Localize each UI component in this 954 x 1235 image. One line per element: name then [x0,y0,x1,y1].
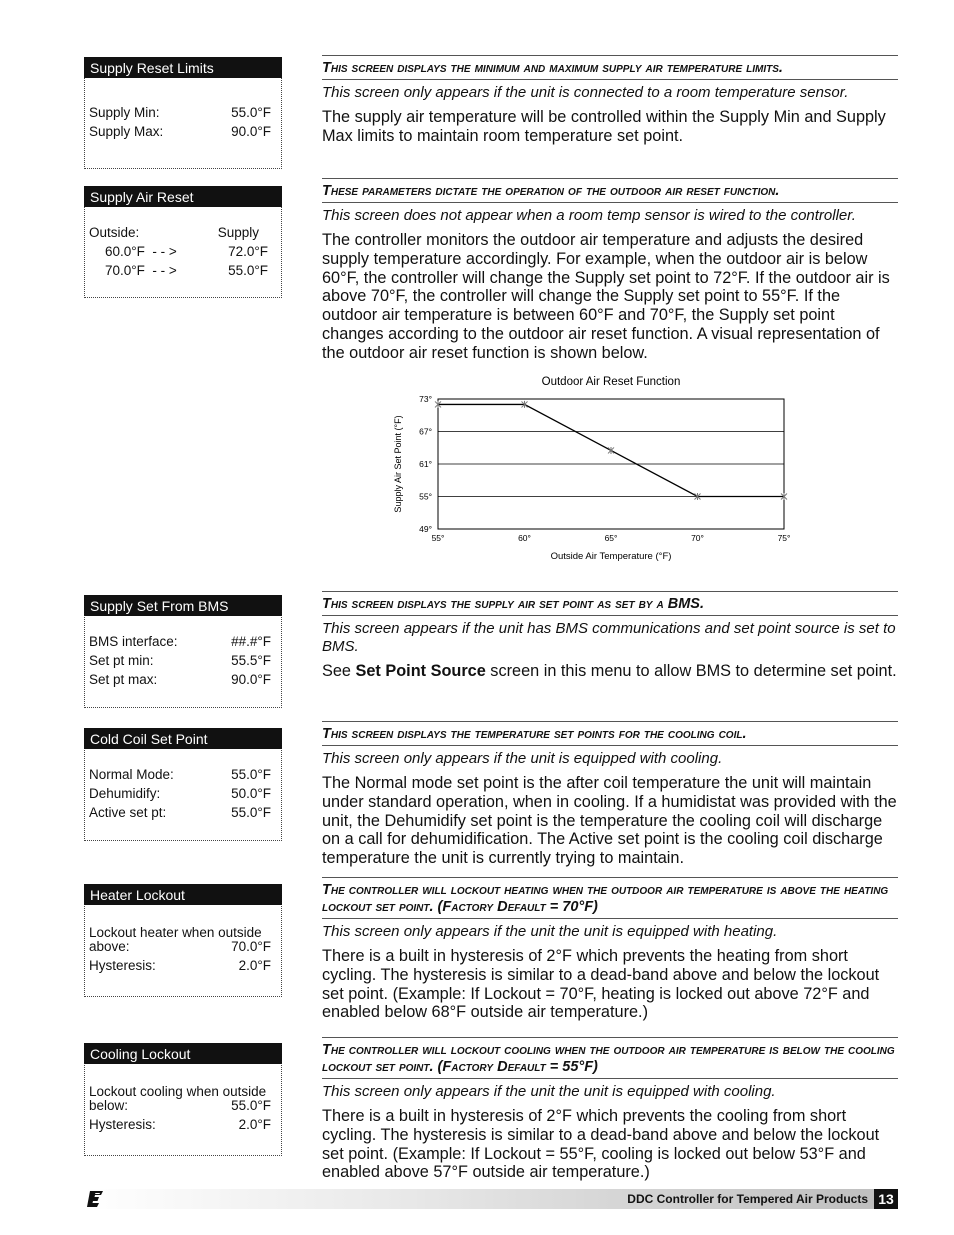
chart-title: Outdoor Air Reset Function [541,376,681,388]
section-cold-coil-set-point [322,721,898,868]
panel-heater-lockout [84,884,282,997]
row-label: Supply Max: [89,124,164,139]
y-axis-label: Supply Air Set Point (°F) [393,415,403,513]
section-supply-set-from-bms [322,591,898,681]
row-label: 70.0°F - - > [105,263,177,278]
body-bold-text: Set Point Source [355,662,486,680]
panel-row [85,765,281,784]
row-value: 55.0°F [231,1098,271,1113]
section-header: This screen displays the minimum and maximum supply air temperature limits. [322,55,898,80]
row-label: below: [89,1098,129,1113]
series-points [435,401,787,500]
y-tick-label: 49° [419,524,432,534]
body-text: See [322,662,356,680]
panel-row [85,784,281,803]
page-footer [84,1189,898,1209]
panel-row [85,223,281,242]
panel-row [85,242,281,261]
row-value: ##.#°F [231,634,271,649]
panel-row [85,103,281,122]
x-tick-label: 60° [518,533,531,543]
row-value: 55.0°F [231,805,271,820]
row-label: Set pt max: [89,672,158,687]
row-value: 90.0°F [231,124,271,139]
x-axis-label: Outside Air Temperature (°F) [550,551,672,562]
panel-supply-reset-limits [84,57,282,169]
row-label: Normal Mode: [89,767,174,782]
row-label: Supply Min: [89,105,160,120]
panel-title: Cooling Lockout [84,1043,282,1064]
row-label: BMS interface: [89,634,178,649]
section-heater-lockout [322,877,898,1022]
panel-row [85,261,281,280]
panel-row [85,1115,281,1134]
panel-title: Supply Set From BMS [84,595,282,616]
x-tick-label: 70° [691,533,704,543]
panel-row [85,651,281,670]
section-header: This screen displays the supply air set point as set by a BMS. [322,591,898,616]
panel-title: Heater Lockout [84,884,282,905]
brand-logo-icon [86,1190,104,1208]
row-value: 90.0°F [231,672,271,687]
section-body: The controller monitors the outdoor air temperature and adjusts the desired supply temperature accordingly. For example, when the outdoor air is below 60°F, the controller will change the Supply set point to 72°F. If the outdoor air is above 70°F, the controller will change the Supply set point to 55°F. If the outdoor air temperature is between 60°F and 70°F, the Supply set point changes according to the outdoor air reset function. A visual representation of the outdoor air reset function is shown below. [322,231,890,362]
panel-cooling-lockout [84,1043,282,1156]
section-note: This screen only appears if the unit is equipped with cooling. [322,750,723,767]
row-value: 2.0°F [238,1117,271,1132]
row-label: Active set pt: [89,805,167,820]
row-label: Hysteresis: [89,958,156,973]
section-body: There is a built in hysteresis of 2°F which prevents the cooling from short cycling. The hysteresis is similar to a dead-band above and below the lockout set point. (Example: If Lockout = 55°F, cooling is locked out below 53°F and enabled above 57°F outside air temperature.) [322,1107,880,1182]
panel-row [85,122,281,141]
row-value: 50.0°F [231,786,271,801]
row-value: 55.0°F [231,767,271,782]
panel-supply-air-reset [84,186,282,298]
x-tick-labels [432,533,791,543]
section-note: This screen appears if the unit has BMS communications and set point source is set to BMS. [322,620,896,655]
y-tick-label: 67° [419,426,432,437]
section-supply-air-reset [322,178,898,363]
row-label: Hysteresis: [89,1117,156,1132]
panel-title: Cold Coil Set Point [84,728,282,749]
data-point [608,447,614,454]
panel-wrap-text: Lockout heater when outside [89,925,262,940]
row-label: 60.0°F - - > [105,244,177,259]
panel-row [85,670,281,689]
panel-cold-coil-set-point [84,728,282,841]
section-header: The controller will lockout cooling when the outdoor air temperature is below the cooling lockout set point. (Factory Default = 55°F) [322,1037,898,1079]
panel-wrap-text: Lockout cooling when outside [89,1084,267,1099]
section-body: The supply air temperature will be controlled within the Supply Min and Supply Max limits to maintain room temperature set point. [322,108,886,145]
row-value: 55.5°F [231,653,271,668]
panel-row [85,803,281,822]
x-tick-label: 75° [777,533,791,543]
section-header: The controller will lockout heating when the outdoor air temperature is above the heating lockout set point. (Factory Default = 70°F) [322,877,898,919]
section-body: The Normal mode set point is the after coil temperature the unit will maintain under standard operation, when in cooling. If a humidistat was provided with the unit, the Dehumidify set point is the temperature the cooling coil will discharge on a call for dehumidification. The Active set point is the cooling coil discharge temperature the unit is currently trying to maintain. [322,774,897,868]
panel-row [85,956,281,975]
body-text: screen in this menu to allow BMS to determine set point. [485,662,897,680]
row-value: 55.0°F [231,105,271,120]
row-value: 70.0°F [231,939,271,954]
row-value: 72.0°F [228,244,268,259]
panel-row [85,940,281,954]
row-label: above: [89,939,130,954]
panel-row [85,632,281,651]
row-label: Dehumidify: [89,786,161,801]
panel-row [85,1099,281,1113]
section-note: This screen only appears if the unit the unit is equipped with heating. [322,923,778,940]
row-value: Supply [217,225,259,240]
y-tick-label: 73° [419,394,432,404]
panel-title: Supply Air Reset [84,186,282,207]
row-label: Outside: [89,225,140,240]
outdoor-air-reset-chart [390,370,810,570]
y-tick-labels [419,394,432,534]
section-header: These parameters dictate the operation of the outdoor air reset function. [322,178,898,203]
section-note: This screen only appears if the unit is connected to a room temperature sensor. [322,84,849,101]
section-note: This screen only appears if the unit the unit is equipped with cooling. [322,1083,776,1100]
row-value: 55.0°F [228,263,268,278]
page-number: 13 [874,1189,898,1209]
section-body: There is a built in hysteresis of 2°F which prevents the heating from short cycling. The hysteresis is similar to a dead-band above and below the lockout set point. (Example: If Lockout = 70°F, heating is locked out above 72°F and enabled below 68°F outside air temperature.) [322,947,880,1022]
section-note: This screen does not appear when a room temp sensor is wired to the controller. [322,207,856,224]
section-body [322,662,898,681]
panel-supply-set-from-bms [84,595,282,708]
section-supply-reset-limits [322,55,898,146]
panel-title: Supply Reset Limits [84,57,282,78]
row-value: 2.0°F [238,958,271,973]
x-tick-label: 65° [604,533,618,543]
section-header: This screen displays the temperature set points for the cooling coil. [322,721,898,746]
row-label: Set pt min: [89,653,154,668]
section-cooling-lockout [322,1037,898,1182]
x-tick-label: 55° [431,533,445,543]
footer-title: DDC Controller for Tempered Air Products [627,1192,868,1206]
y-tick-label: 55° [419,491,432,502]
y-tick-label: 61° [419,459,432,469]
